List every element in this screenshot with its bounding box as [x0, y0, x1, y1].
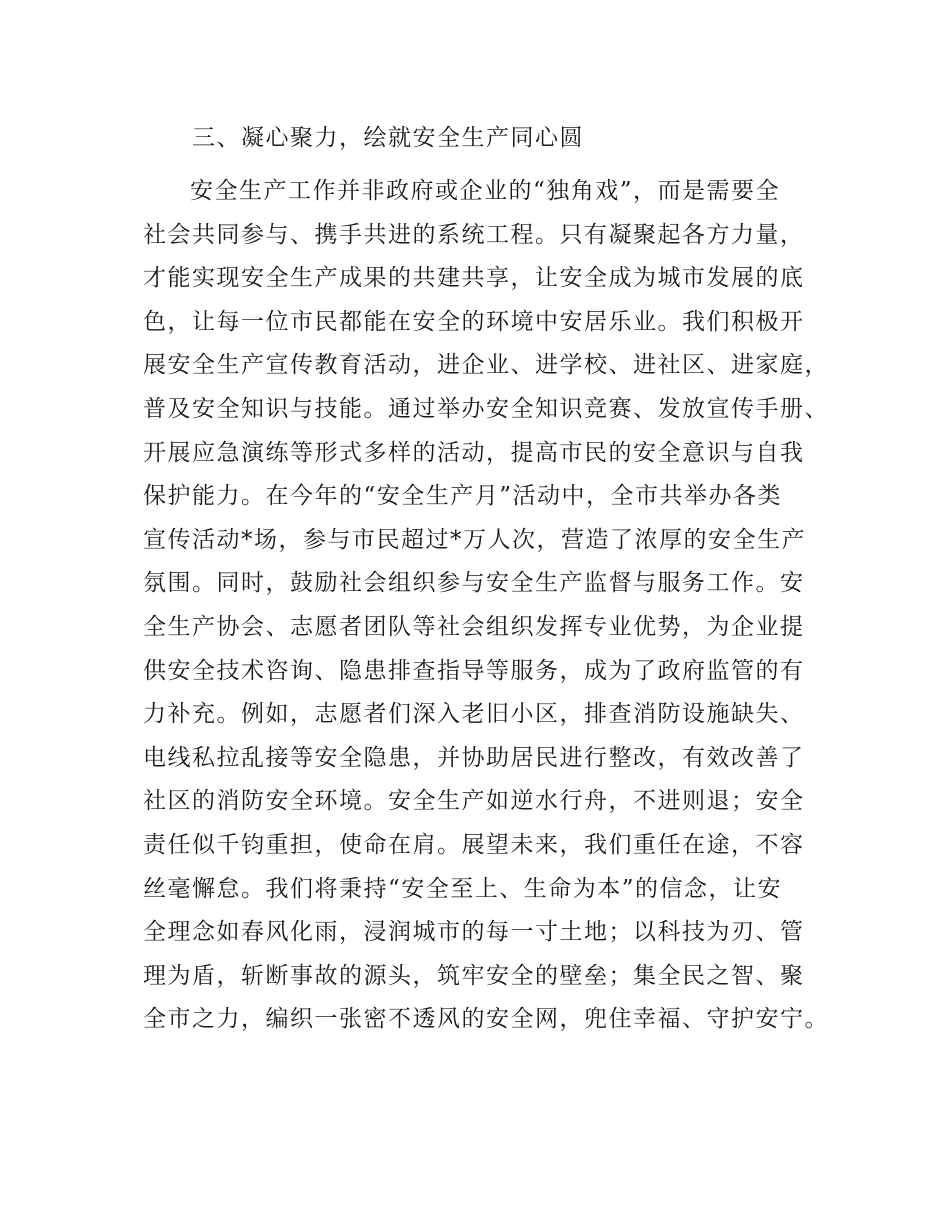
paragraph-line: 保护能力。在今年的“安全生产月”活动中，全市共举办各类: [143, 483, 783, 510]
paragraph-line: 供安全技术咨询、隐患排查指导等服务，成为了政府监管的有: [143, 657, 805, 684]
paragraph-line: 安全生产工作并非政府或企业的“独角戏”，而是需要全: [190, 178, 781, 204]
paragraph-line: 理为盾，斩断事故的源头，筑牢安全的壁垒；集全民之智、聚: [143, 962, 805, 989]
paragraph-line: 普及安全知识与技能。通过举办安全知识竞赛、发放宣传手册、: [143, 395, 829, 422]
paragraph-line: 展安全生产宣传教育活动，进企业、进学校、进社区、进家庭，: [143, 352, 829, 379]
paragraph-line: 色，让每一位市民都能在安全的环境中安居乐业。我们积极开: [143, 308, 805, 335]
body-paragraph: [143, 170, 833, 1042]
paragraph-line: 全生产协会、志愿者团队等社会组织发挥专业优势，为企业提: [143, 613, 805, 640]
paragraph-line: 社会共同参与、携手共进的系统工程。只有凝聚起各方力量，: [143, 221, 805, 248]
paragraph-line: 全理念如春风化雨，浸润城市的每一寸土地；以科技为刃、管: [143, 919, 805, 946]
paragraph-line: 氛围。同时，鼓励社会组织参与安全生产监督与服务工作。安: [143, 570, 805, 597]
paragraph-line: 丝毫懈怠。我们将秉持“安全至上、生命为本”的信念，让安: [143, 875, 783, 902]
paragraph-line: 电线私拉乱接等安全隐患，并协助居民进行整改，有效改善了: [143, 744, 805, 771]
paragraph-line: 才能实现安全生产成果的共建共享，让安全成为城市发展的底: [143, 265, 805, 292]
paragraph-line: 力补充。例如，志愿者们深入老旧小区，排查消防设施缺失、: [143, 701, 805, 728]
paragraph-line: 社区的消防安全环境。安全生产如逆水行舟，不进则退；安全: [143, 788, 805, 815]
section-heading: 三、凝心聚力，绘就安全生产同心圆: [192, 125, 584, 151]
paragraph-line: 全市之力，编织一张密不透风的安全网，兜住幸福、守护安宁。: [143, 1006, 829, 1033]
paragraph-line: 开展应急演练等形式多样的活动，提高市民的安全意识与自我: [143, 439, 805, 466]
paragraph-line: 责任似千钧重担，使命在肩。展望未来，我们重任在途，不容: [143, 831, 805, 858]
paragraph-line: 宣传活动*场，参与市民超过*万人次，营造了浓厚的安全生产: [143, 526, 806, 553]
